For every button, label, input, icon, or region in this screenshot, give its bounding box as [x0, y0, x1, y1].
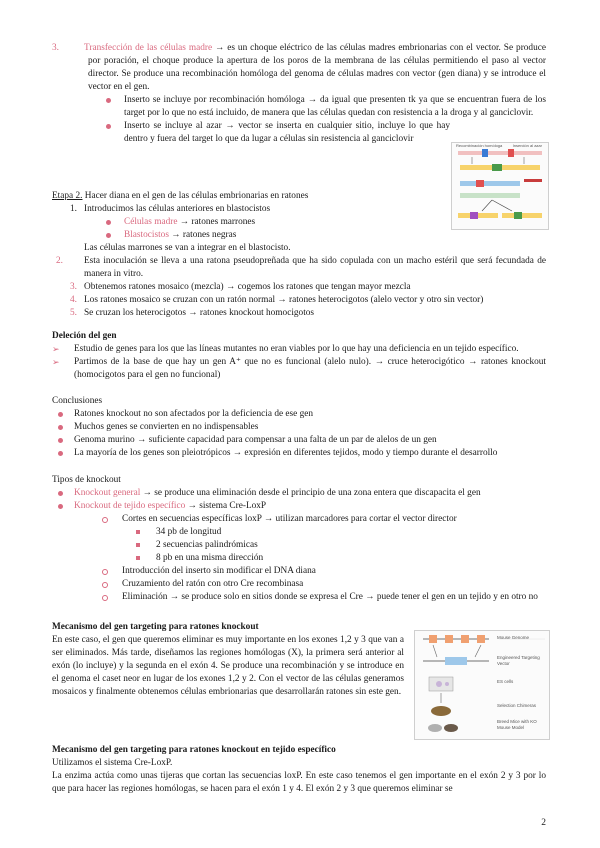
circle-bullet-icon — [102, 595, 108, 601]
tipos-circle-item: Cortes en secuencias específicas loxP → utilizan marcadores para cortar el vector director — [102, 513, 546, 526]
conclusion-item: Ratones knockout no son afectados por la deficiencia de ese gen — [52, 408, 546, 421]
section-3-number: 3. — [52, 43, 59, 53]
tipos-circle-item: Cruzamiento del ratón con otro Cre recombinasa — [102, 578, 546, 591]
etapa-2-sub-1: Células madre → ratones marrones — [106, 216, 546, 229]
bullet-dot-icon — [58, 451, 63, 456]
bullet-dot-icon — [106, 124, 111, 129]
tipos-square-item: 8 pb en una misma dirección — [136, 552, 546, 565]
circle-bullet-icon — [102, 517, 108, 523]
knockout-tejido-especifico: Knockout de tejido específico → sistema Cre-LoxP — [52, 500, 546, 513]
etapa-2-title: Hacer diana en el gen de las células embrionarias en ratones — [82, 191, 309, 201]
square-bullet-icon — [136, 543, 140, 547]
delecion-bullet-1: ➢ Estudio de genes para los que las líneas mutantes no eran viables por lo que hay una deficiencia en un tejido específico. — [52, 344, 519, 354]
tipos-de-knockout — [52, 474, 546, 604]
page-number: 2 — [541, 818, 546, 828]
conclusiones — [52, 395, 546, 460]
section-3-bullet-1: Inserto se incluye por recombinación homóloga → da igual que presenten tk ya que se encuentran fuera de los target por lo que no está incluido, de manera que las células quedan con resistencia a la droga y al ganciclovir. — [106, 94, 546, 120]
bullet-dot-icon — [58, 425, 63, 430]
tipos-circle-item: Introducción del inserto sin modificar el DNA diana — [102, 565, 546, 578]
square-bullet-icon — [136, 530, 140, 534]
section-3-title: Transfección de las células madre — [84, 43, 213, 53]
mecanismo-1 — [52, 621, 404, 699]
bullet-dot-icon — [58, 504, 63, 509]
etapa-2-note: Las células marrones se van a integrar en el blastocisto. — [84, 243, 291, 253]
conclusion-item: La mayoría de los genes son pleiotrópicos → expresión en diferentes tejidos, modo y tiempo durante el desarrollo — [52, 447, 546, 460]
etapa-2-item-1: Introducimos las células anteriores en blastocistos — [84, 204, 271, 214]
bullet-dot-icon — [58, 491, 63, 496]
delecion-del-gen — [52, 330, 546, 382]
circle-bullet-icon — [102, 569, 108, 575]
mecanismo-2-line-1: Utilizamos el sistema Cre-LoxP. — [52, 758, 173, 768]
bullet-dot-icon — [58, 438, 63, 443]
knockout-general: Knockout general → se produce una eliminación desde el principio de una zona entera que discapacita el gen — [52, 487, 546, 500]
tipos-square-item: 2 secuencias palindrómicas — [136, 539, 546, 552]
bullet-dot-icon — [106, 98, 111, 103]
arrow-bullet-icon: ➢ — [52, 357, 60, 367]
section-3 — [52, 42, 546, 146]
etapa-2-label: Etapa 2. — [52, 191, 83, 201]
bullet-dot-icon — [106, 233, 111, 238]
mecanismo-2 — [52, 744, 546, 796]
tipos-square-item: 34 pb de longitud — [136, 526, 546, 539]
section-3-text: → es un choque eléctrico de las células madres embrionarias con el vector. Se produce por poración, el choque produce la apertura de los poros de la membrana de las células permitiendo el paso al vector director. Se produce una recombinación homóloga del genoma de células madres con vector (gen diana) y se introduce el vector en el gen. — [88, 43, 546, 92]
figure-2-labels: Mouse Genome Engineered Targeting Vector ES cells Selection Chimeras Breed Mice with KO Mouse Model — [497, 635, 540, 730]
delecion-title: Deleción del gen — [52, 331, 117, 341]
figure-1-labels: Recombinación homóloga Inserción al azar — [456, 143, 542, 148]
etapa-2-item-4: Los ratones mosaico se cruzan con un ratón normal → ratones heterocigotos (alelo vector y otro sin vector) — [84, 295, 484, 305]
etapa-2: Etapa 2. Hacer diana en el gen de las células embrionarias en ratones 1. Introducimos las células anteriores en blastocistos Células madre → ratones marrones Blastocistos → ratones negras Las células marrones se van a integrar en el blastocisto. 2. Esta inoculación se lleva a una ratona pseudopreñada que ha sido copulada con un macho estéril que será fecundada de manera in vitro. 3. Obtenemos ratones mosaico (mezcla) → cogemos los ratones que tengan mayor mezcla 4. Los ratones mosaico se cruzan con un ratón normal → ratones heterocigotos (alelo vector y otro sin vector) 5. Se cruzan los heterocigotos → ratones knockout homocigotos — [52, 191, 546, 318]
circle-bullet-icon — [102, 582, 108, 588]
etapa-2-item-5: Se cruzan los heterocigotos → ratones knockout homocigotos — [84, 308, 315, 318]
etapa-2-item-3: Obtenemos ratones mosaico (mezcla) → cogemos los ratones que tengan mayor mezcla — [84, 282, 411, 292]
conclusion-item: Genoma murino → suficiente capacidad para compensar a una falta de un par de alelos de un gen — [52, 434, 546, 447]
mecanismo-1-title: Mecanismo del gen targeting para ratones knockout — [52, 622, 259, 632]
bullet-dot-icon — [106, 220, 111, 225]
arrow-bullet-icon: ➢ — [52, 344, 60, 354]
section-3-bullet-2: Inserto se incluye al azar → vector se inserta en cualquier sitio, incluye lo que hay dentro y fuera del target lo que da lugar a células sin resistencia al ganciclovir — [106, 120, 450, 146]
square-bullet-icon — [136, 556, 140, 560]
etapa-2-sub-2: Blastocistos → ratones negras — [106, 229, 546, 242]
tipos-circle-item: Eliminación → se produce solo en sitios donde se expresa el Cre → puede tener el gen en un tejido y en otro no — [102, 591, 546, 604]
figure-gene-targeting-diagram — [414, 630, 550, 740]
mecanismo-1-text: En este caso, el gen que queremos eliminar es muy importante en los exones 1,2 y 3 que van a ser eliminados. Más tarde, diseñamos las regiones homólogas (X), la primera será anterior al exón (lo incluye) y la segunda en el exón 4. Se produce una recombinación y se introduce en el genoma el caset neor en lugar de los exones 1,2 y 2. Con el vector de las células generamos mosaicos y finalmente obtenemos células embrionarias que desarrollarán ratones sin este gen. — [52, 635, 404, 697]
etapa-2-item-2: Esta inoculación se lleva a una ratona pseudopreñada que ha sido copulada con un macho estéril que será fecundada de manera in vitro. — [84, 256, 546, 279]
conclusiones-title: Conclusiones — [52, 396, 103, 406]
delecion-bullet-2: ➢ Partimos de la base de que hay un gen A⁺ que no es funcional (alelo nulo). → cruce heterocigótico → ratones knockout (homocigotos para el gen no funcional) — [52, 357, 546, 380]
conclusion-item: Muchos genes se convierten en no indispensables — [52, 421, 546, 434]
mecanismo-2-title: Mecanismo del gen targeting para ratones knockout en tejido específico — [52, 745, 336, 755]
tipos-title: Tipos de knockout — [52, 475, 121, 485]
mecanismo-2-text: La enzima actúa como unas tijeras que cortan las secuencias loxP. En este caso tenemos el gen importante en el exón 2 y 3 por lo que para hacer las regiones homólogas, se hacen para el exón 1 y 4. El exón 2 y 3 que queremos eliminar se — [52, 771, 546, 794]
bullet-dot-icon — [58, 412, 63, 417]
